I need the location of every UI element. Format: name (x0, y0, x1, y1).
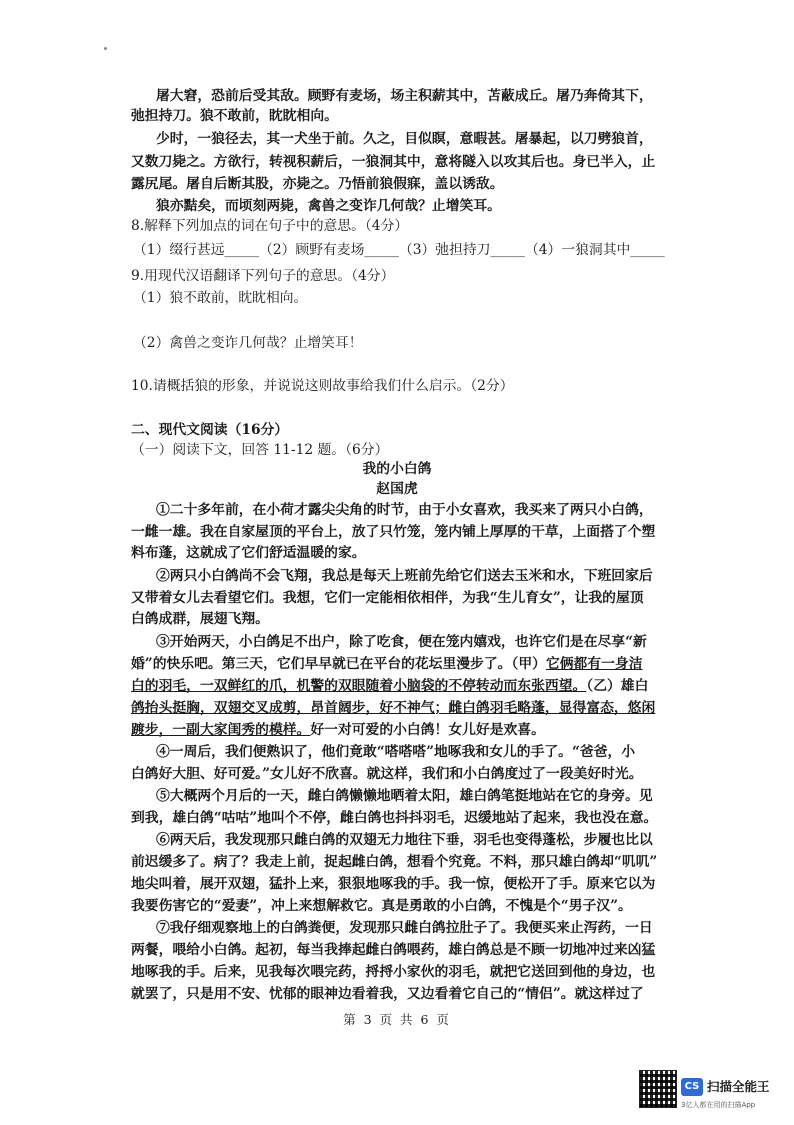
para-6-line-3: 地尖叫着，展开双翅，猛扑上来，狠狠地啄我的手。我一惊，便松开了手。原来它以为 (131, 876, 656, 892)
para-3-line-4 (131, 698, 655, 718)
section-subheading: （一）阅读下文，回答 11-12 题。（6分） (131, 442, 389, 458)
classical-line-6: 狼亦黠矣，而顷刻两毙，禽兽之变诈几何哉？止增笑耳。 (156, 198, 501, 214)
question-8: 8.解释下列加点的词在句子中的意思。（4分） (131, 218, 409, 234)
question-9-1: （1）狼不敢前，眈眈相向。 (133, 290, 308, 306)
para-4-line-1: ④一周后，我们便熟识了，他们竟敢“嗒嗒嗒”地啄我和女儿的手了。“爸爸，小 (156, 744, 636, 760)
para-5-line-1: ⑤大概两个月后的一天，雌白鸽懒懒地晒着太阳，雄白鸽笔挺地站在它的身旁。见 (156, 788, 653, 804)
article-author: 赵国虎 (376, 481, 418, 497)
para-3-line-3 (131, 676, 648, 696)
question-10: 10.请概括狼的形象，并说说这则故事给我们什么启示。（2分） (131, 378, 514, 394)
para-3-line-2 (131, 654, 643, 674)
classical-line-1: 屠大窘，恐前后受其敌。顾野有麦场，场主积薪其中，苫蔽成丘。屠乃奔倚其下， (156, 88, 653, 104)
para-6-line-1: ⑥两天后，我发现那只雌白鸽的双翅无力地往下垂，羽毛也变得蓬松，步履也比以 (156, 832, 653, 848)
para-2-line-1: ②两只小白鸽尚不会飞翔，我总是每天上班前先给它们送去玉米和水，下班回家后 (156, 568, 653, 584)
para-6-line-2: 前迟缓多了。病了？我走上前，捉起雌白鸽，想看个究竟。不料，那只雄白鸽却“叽叽” (131, 854, 658, 870)
classical-line-5: 露尻尾。屠自后断其股，亦毙之。乃悟前狼假寐，盖以诱敌。 (131, 176, 504, 192)
scanner-logo-icon: CS (681, 1078, 703, 1096)
classical-line-4: 又数刀毙之。方欲行，转视积薪后，一狼洞其中，意将隧入以攻其后也。身已半入，止 (131, 154, 656, 170)
para-5-line-2: 到我，雄白鸽“咕咕”地叫个不停，雌白鸽也抖抖羽毛，迟缓地站了起来，我也没在意。 (131, 810, 658, 826)
scanner-tagline: 3亿人都在用的扫描App (681, 1101, 756, 1109)
section-heading: 二、现代文阅读（16分） (131, 422, 289, 438)
article-title: 我的小白鸽 (362, 461, 432, 477)
para-7-line-4: 就罢了，只是用不安、忧郁的眼神边看着我，又边看着它自己的“情侣”。就这样过了 (131, 986, 644, 1002)
para-7-line-2: 两餐，喂给小白鸽。起初，每当我捧起雌白鸽喂药，雄白鸽总是不顾一切地冲过来凶猛 (131, 942, 656, 958)
page-number: 第 3 页 共 6 页 (343, 1012, 451, 1027)
qr-code-icon (639, 1070, 677, 1108)
para-1-line-3: 料布蓬，这就成了它们舒适温暖的家。 (131, 545, 366, 561)
question-8-items: （1）缀行甚远_____（2）顾野有麦场_____（3）弛担持刀_____（4）一狼洞其中_____ (133, 242, 665, 258)
scanner-brand: 扫描全能王 (707, 1079, 770, 1094)
underlined-sentence-b-cont: 踱步，一副大家闺秀的模样。 (131, 722, 311, 738)
classical-line-2: 弛担持刀。狼不敢前，眈眈相向。 (131, 108, 338, 124)
para-1-line-2: 一雌一雄。我在自家屋顶的平台上，放了只竹笼，笼内铺上厚厚的干草，上面搭了个塑 (131, 524, 656, 540)
para-1-line-1: ①二十多年前，在小荷才露尖尖角的时节，由于小女喜欢，我买来了两只小白鸽， (156, 502, 653, 518)
para-7-line-3: 地啄我的手。后来，见我每次喂完药，捋捋小家伙的羽毛，就把它送回到他的身边，也 (131, 964, 656, 980)
question-9-2: （2）禽兽之变诈几何哉？止增笑耳！ (133, 335, 363, 351)
para-4-line-2: 白鸽好大胆、好可爱。”女儿好不欣喜。就这样，我们和小白鸽度过了一段美好时光。 (131, 766, 643, 782)
para-2-line-3: 白鸽成群，展翅飞翔。 (131, 611, 269, 627)
para-2-line-2: 又带着女儿去看望它们。我想，它们一定能相依相伴，为我“生儿育女”，让我的屋顶 (131, 590, 644, 606)
para-7-line-1: ⑦我仔细观察地上的白鸽粪便，发现那只雌白鸽拉肚子了。我便买来止泻药，一日 (156, 920, 653, 936)
para-3-ending: 好一对可爱的小白鸽！女儿好是欢喜。 (310, 722, 545, 738)
para-3-line-5 (131, 720, 545, 740)
classical-line-3: 少时，一狼径去，其一犬坐于前。久之，目似瞑，意暇甚。屠暴起，以刀劈狼首， (156, 131, 653, 147)
para-3-marker-b: （乙）雄白 (586, 678, 649, 694)
underlined-sentence-a: 它俩都有一身洁 (545, 656, 643, 672)
underlined-sentence-b: 鸽抬头挺胸，双翅交叉成剪，昂首阔步，好不神气；雌白鸽羽毛略蓬，显得富态，悠闲 (131, 700, 656, 716)
underlined-sentence-a-cont: 白的羽毛，一双鲜红的爪，机警的双眼随着小脑袋的不停转动而东张西望。 (131, 678, 587, 694)
para-6-line-4: 我要伤害它的“爱妻”，冲上来想解救它。真是勇敢的小白鸽，不愧是个“男子汉”。 (131, 898, 632, 914)
para-3-text: 婚”的快乐吧。第三天，它们早早就已在平台的花坛里漫步了。（甲） (131, 656, 546, 672)
para-3-line-1: ③开始两天，小白鸽足不出户，除了吃食，便在笼内嬉戏，也许它们是在尽享“新 (156, 634, 647, 650)
scan-speck (104, 47, 107, 50)
question-9: 9.用现代汉语翻译下列句子的意思。（4分） (131, 268, 395, 284)
